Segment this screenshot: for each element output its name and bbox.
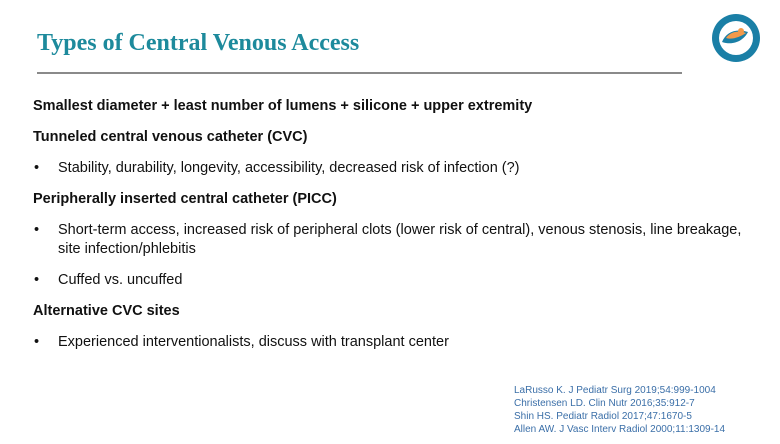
bullet-icon: • xyxy=(34,334,40,350)
list-item xyxy=(33,271,753,290)
list-item xyxy=(33,159,753,178)
reference-item: Christensen LD. Clin Nutr 2016;35:912-7 xyxy=(514,398,695,409)
bullet-text: Short-term access, increased risk of peripheral clots (lower risk of central), venous stenosis, line breakage, site infection/phlebitis xyxy=(58,222,742,257)
bullet-icon: • xyxy=(34,272,40,288)
reference-item: LaRusso K. J Pediatr Surg 2019;54:999-1004 xyxy=(514,385,716,396)
section-heading-alternative-cvc: Alternative CVC sites xyxy=(33,303,180,319)
bullet-text: Experienced interventionalists, discuss with transplant center xyxy=(58,334,449,350)
section-heading-picc: Peripherally inserted central catheter (PICC) xyxy=(33,191,337,207)
bullet-text: Stability, durability, longevity, accessibility, decreased risk of infection (?) xyxy=(58,160,520,176)
reference-item: Shin HS. Pediatr Radiol 2017;47:1670-5 xyxy=(514,411,692,422)
references xyxy=(514,384,725,436)
reference-item: Allen AW. J Vasc Interv Radiol 2000;11:1309-14 xyxy=(514,424,726,435)
list-item xyxy=(33,221,753,259)
section-heading-tunneled-cvc: Tunneled central venous catheter (CVC) xyxy=(33,129,308,145)
list-item xyxy=(33,333,753,352)
slide-body xyxy=(33,97,753,352)
summary-line: Smallest diameter + least number of lumens + silicone + upper extremity xyxy=(33,98,533,114)
slide-title: Types of Central Venous Access xyxy=(37,30,360,56)
bullet-icon: • xyxy=(34,222,40,238)
hospital-logo-icon xyxy=(710,12,762,64)
bullet-icon: • xyxy=(34,160,40,176)
bullet-text: Cuffed vs. uncuffed xyxy=(58,272,183,288)
title-divider xyxy=(37,72,682,74)
